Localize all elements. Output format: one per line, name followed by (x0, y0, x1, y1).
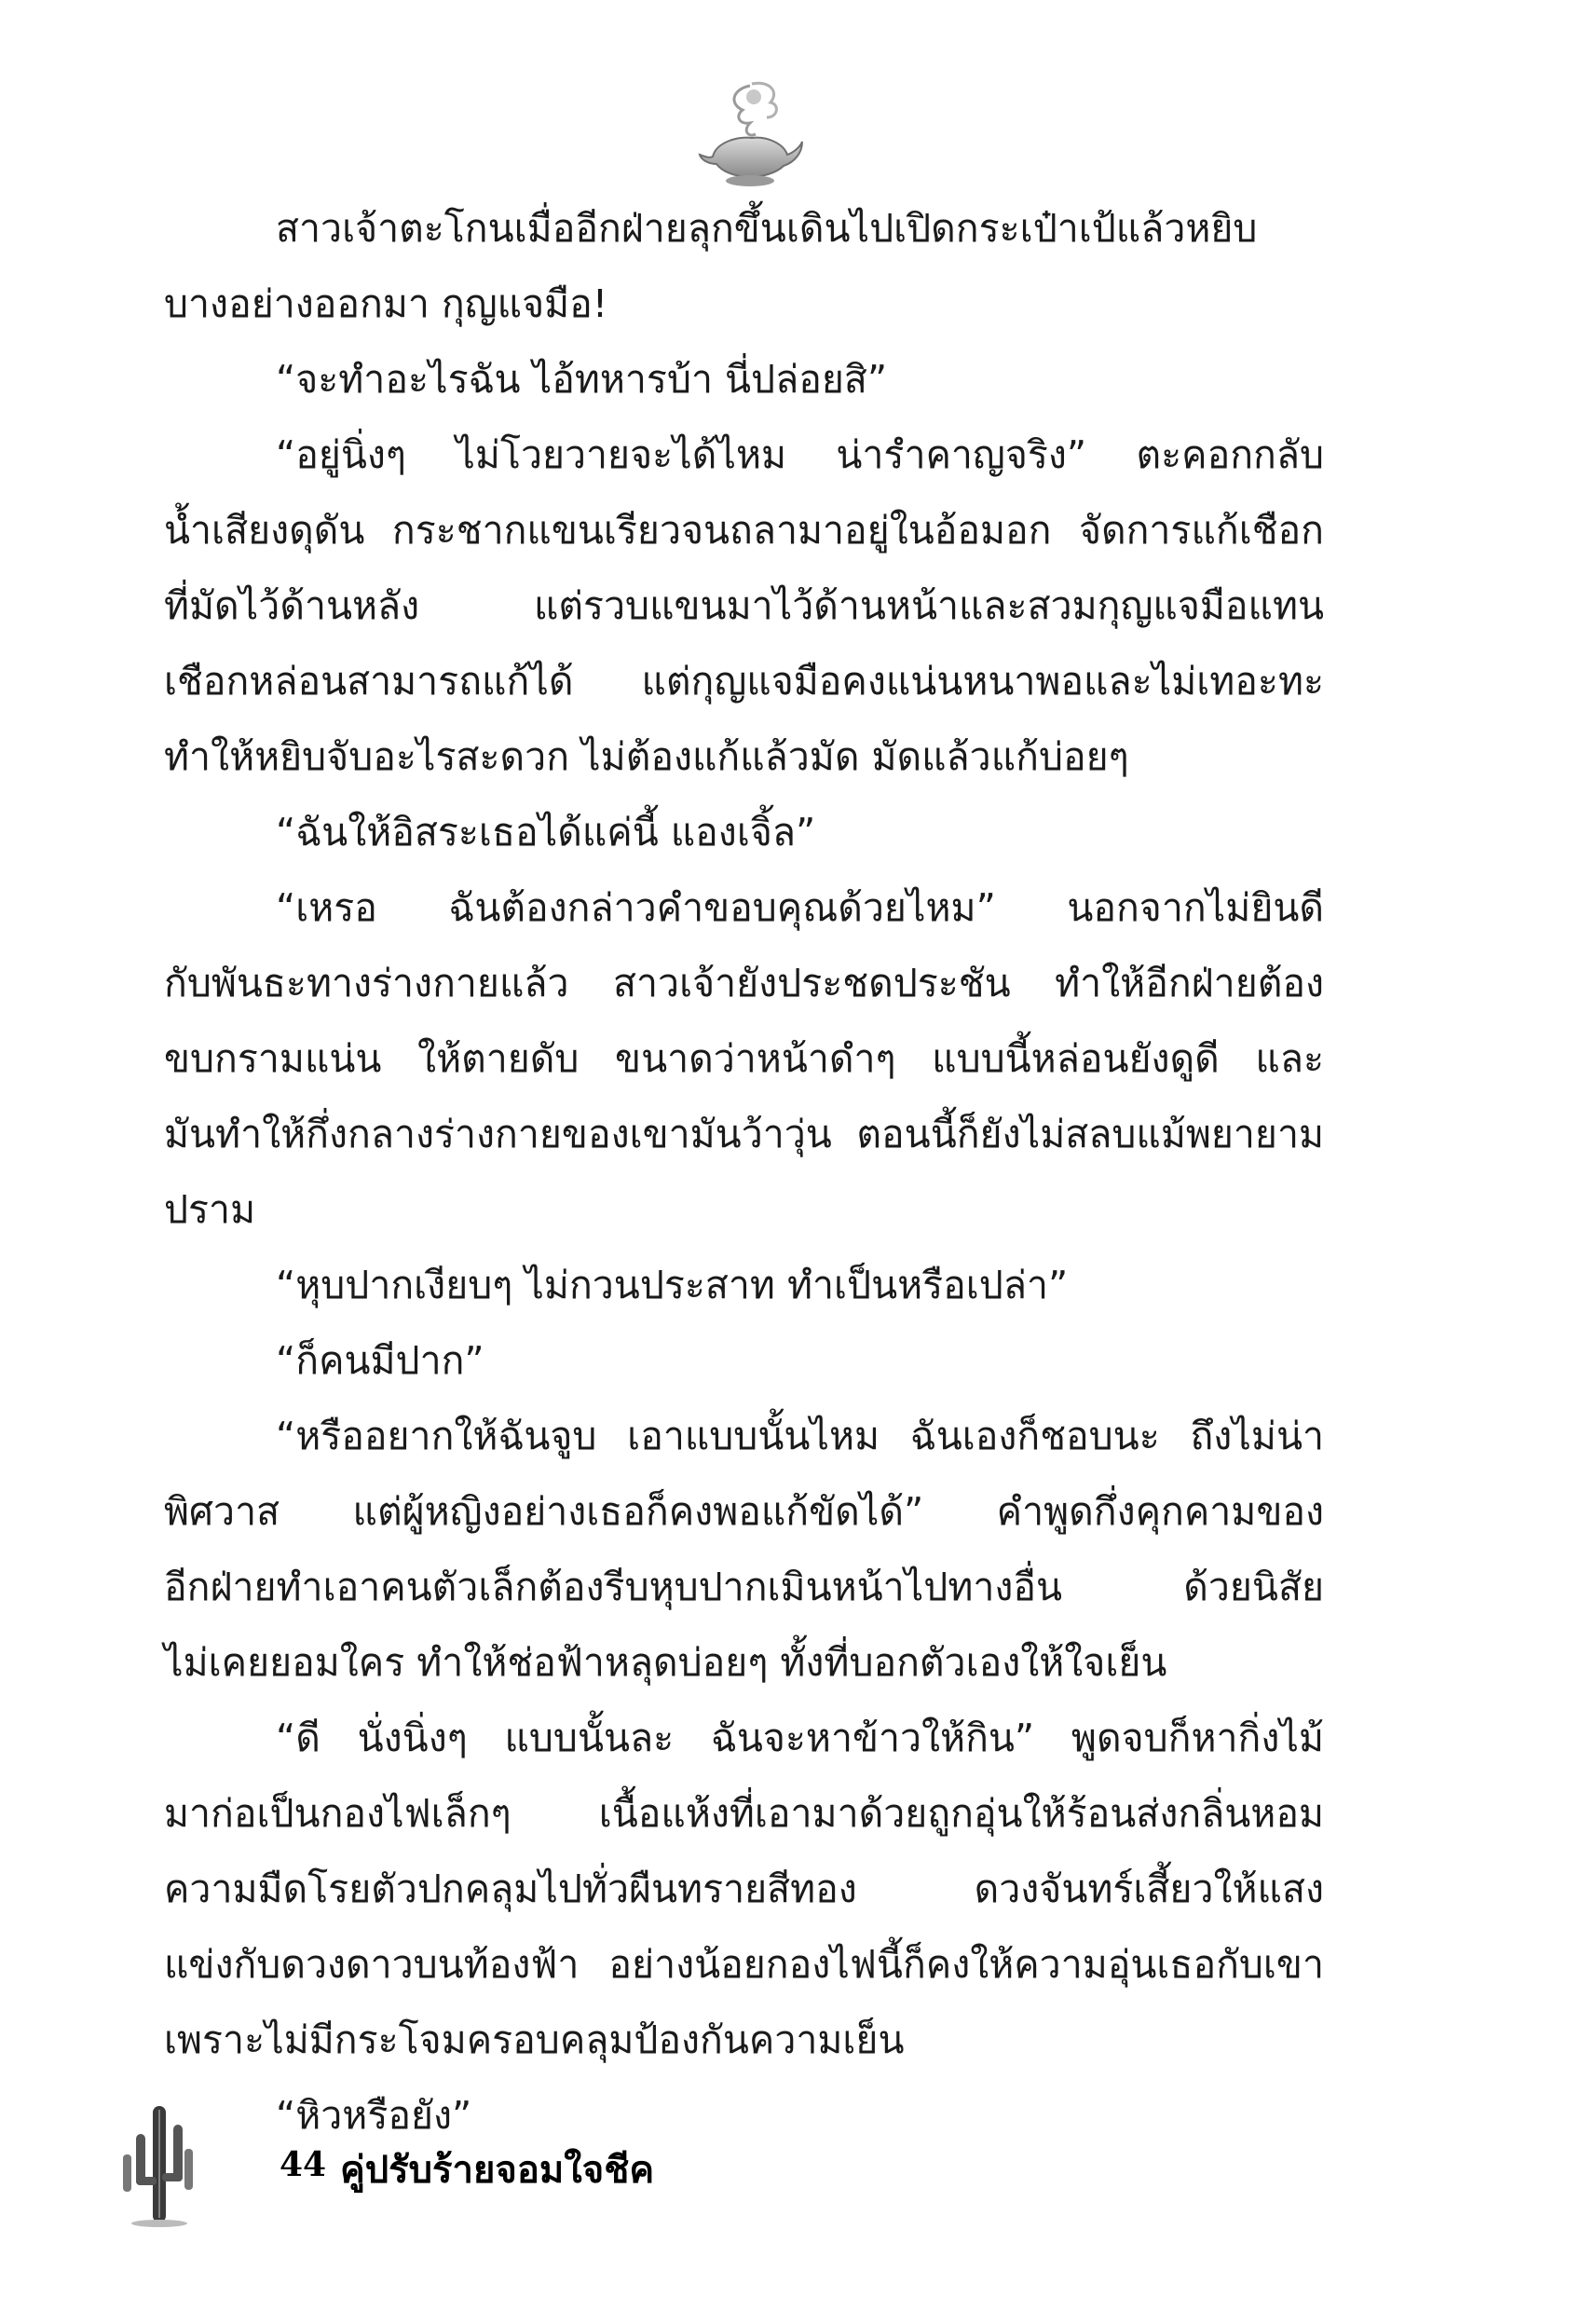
text-line (164, 946, 1324, 1021)
text-line-content: ความมืดโรยตัวปกคลุมไปทั่วผืนทรายสีทอง ดวงจันทร์เสี้ยวให้แสง (164, 1867, 1324, 1911)
text-line (164, 1625, 1324, 1701)
text-line (164, 1097, 1324, 1172)
text-line (164, 1021, 1324, 1097)
text-line-content: ไม่เคยยอมใคร ทำให้ช่อฟ้าหลุดบ่อยๆ ทั้งที่บอกตัวเองให้ใจเย็น (164, 1640, 1167, 1685)
text-line-content: น้ำเสียงดุดัน กระชากแขนเรียวจนถลามาอยู่ในอ้อมอก จัดการแก้เชือก (164, 508, 1324, 553)
text-line-content: “ฉันให้อิสระเธอได้แค่นี้ แองเจิ้ล” (276, 810, 816, 855)
text-line (164, 1474, 1324, 1550)
text-line-content: พิศวาส แต่ผู้หญิงอย่างเธอก็คงพอแก้ขัดได้” คำพูดกึ่งคุกคามของ (164, 1489, 1324, 1534)
text-line-content: มันทำให้กึ่งกลางร่างกายของเขามันว้าวุ่น ตอนนี้ก็ยังไม่สลบแม้พยายาม (164, 1112, 1324, 1156)
text-line-content: “หรืออยากให้ฉันจูบ เอาแบบนั้นไหม ฉันเองก็ชอบนะ ถึงไม่น่า (276, 1414, 1324, 1458)
text-line-content: แข่งกับดวงดาวบนท้องฟ้า อย่างน้อยกองไฟนี้ก็คงให้ความอุ่นเธอกับเขา (164, 1942, 1324, 1987)
text-line (164, 1248, 1324, 1323)
text-line-content: ปราม (164, 1187, 256, 1232)
text-line-content: “จะทำอะไรฉัน ไอ้ทหารบ้า นี่ปล่อยสิ” (276, 357, 888, 402)
text-line (164, 1852, 1324, 1927)
text-line-content: “หุบปากเงียบๆ ไม่กวนประสาท ทำเป็นหรือเปล่า” (276, 1263, 1069, 1307)
text-line-content: ทำให้หยิบจับอะไรสะดวก ไม่ต้องแก้แล้วมัด มัดแล้วแก้บ่อยๆ (164, 734, 1129, 779)
text-line (164, 191, 1324, 267)
text-line (164, 1172, 1324, 1248)
text-line (164, 267, 1324, 342)
text-line-content: “ดี นั่งนิ่งๆ แบบนั้นละ ฉันจะหาข้าวให้กิน” พูดจบก็หากิ่งไม้ (276, 1716, 1324, 1760)
text-line-content: ที่มัดไว้ด้านหลัง แต่รวบแขนมาไว้ด้านหน้าและสวมกุญแจมือแทน (164, 583, 1324, 628)
page-footer (121, 2087, 773, 2227)
text-line (164, 417, 1324, 493)
text-line-content: มาก่อเป็นกองไฟเล็กๆ เนื้อแห้งที่เอามาด้วยถูกอุ่นให้ร้อนส่งกลิ่นหอม (164, 1791, 1324, 1836)
body-text (164, 191, 1324, 2154)
page-number: 44 (280, 2145, 327, 2184)
text-line (164, 568, 1324, 644)
text-line (164, 2003, 1324, 2078)
text-line (164, 1550, 1324, 1625)
text-line (164, 1701, 1324, 1776)
text-line (164, 795, 1324, 870)
text-line-content: สาวเจ้าตะโกนเมื่ออีกฝ่ายลุกขึ้นเดินไปเปิดกระเป๋าเป้แล้วหยิบ (276, 206, 1258, 251)
text-line-content: “อยู่นิ่งๆ ไม่โวยวายจะได้ไหม น่ารำคาญจริง” ตะคอกกลับ (276, 432, 1324, 477)
text-line (164, 342, 1324, 417)
text-line-content: “เหรอ ฉันต้องกล่าวคำขอบคุณด้วยไหม” นอกจากไม่ยินดี (276, 885, 1324, 930)
text-line-content: เพราะไม่มีกระโจมครอบคลุมป้องกันความเย็น (164, 2017, 905, 2062)
text-line-content: อีกฝ่ายทำเอาคนตัวเล็กต้องรีบหุบปากเมินหน้าไปทางอื่น ด้วยนิสัย (164, 1565, 1324, 1609)
text-line-content: กับพันธะทางร่างกายแล้ว สาวเจ้ายังประชดประชัน ทำให้อีกฝ่ายต้อง (164, 961, 1324, 1005)
text-line (164, 1323, 1324, 1399)
text-line-content: เชือกหล่อนสามารถแก้ได้ แต่กุญแจมือคงแน่นหนาพอและไม่เทอะทะ (164, 659, 1324, 704)
text-line-content: “หิวหรือยัง” (276, 2093, 472, 2138)
text-line (164, 870, 1324, 946)
text-line (164, 644, 1324, 719)
text-line (164, 1399, 1324, 1474)
text-line (164, 719, 1324, 795)
text-line (164, 1927, 1324, 2003)
text-line-content: ขบกรามแน่น ให้ตายดับ ขนาดว่าหน้าดำๆ แบบนี้หล่อนยังดูดี และ (164, 1036, 1324, 1081)
text-line (164, 493, 1324, 568)
cactus-icon (121, 2087, 196, 2227)
book-title: คู่ปรับร้ายจอมใจชีค (340, 2148, 655, 2192)
genie-lamp-icon (694, 76, 806, 193)
text-line-content: บางอย่างออกมา กุญแจมือ! (164, 281, 608, 326)
text-line-content: “ก็คนมีปาก” (276, 1338, 484, 1383)
text-line (164, 1776, 1324, 1852)
